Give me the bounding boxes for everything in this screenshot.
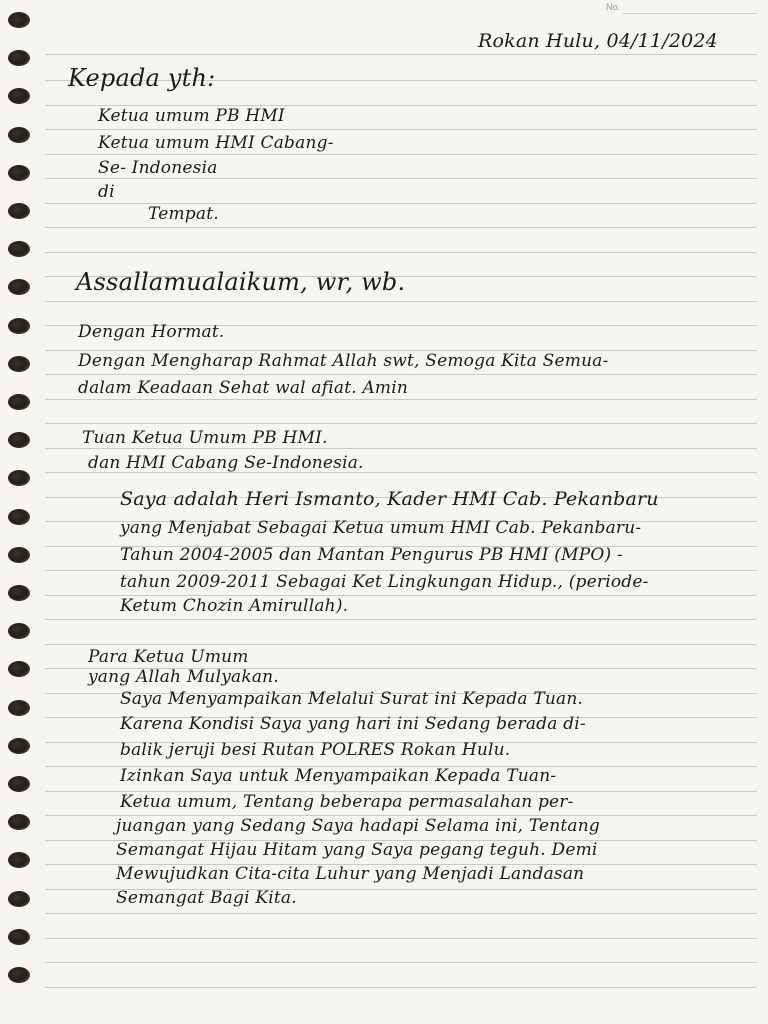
place-date: Rokan Hulu, 04/11/2024	[478, 30, 718, 52]
binding-hole	[8, 929, 30, 945]
address-line: Tuan Ketua Umum PB HMI.	[82, 428, 328, 448]
ruled-line	[45, 448, 757, 449]
binding-hole	[8, 88, 30, 104]
ruled-line	[45, 938, 757, 939]
binding-hole	[8, 356, 30, 372]
ruled-line	[45, 987, 757, 988]
body-line: Mewujudkan Cita-cita Luhur yang Menjadi Landasan	[116, 864, 585, 884]
body-line: Semangat Hijau Hitam yang Saya pegang teguh. Demi	[116, 840, 598, 860]
recipient-line: di	[98, 182, 115, 202]
ruled-line	[45, 54, 757, 55]
ruled-line	[45, 644, 757, 645]
body-line: yang Allah Mulyakan.	[88, 667, 279, 687]
ruled-line	[45, 913, 757, 914]
binding-hole	[8, 432, 30, 448]
intro-line: tahun 2009-2011 Sebagai Ket Lingkungan Hidup., (periode-	[120, 572, 649, 592]
binding-hole	[8, 661, 30, 677]
binding-hole	[8, 700, 30, 716]
ruled-line	[45, 423, 757, 424]
ruled-line	[45, 399, 757, 400]
opening-line: Dengan Hormat.	[78, 322, 225, 342]
binding-hole	[8, 12, 30, 28]
ruled-line	[45, 570, 757, 571]
ruled-line	[45, 178, 757, 179]
intro-line: yang Menjabat Sebagai Ketua umum HMI Cab. Pekanbaru-	[120, 518, 642, 538]
salam: Assallamualaikum, wr, wb.	[76, 268, 406, 296]
body-line: Karena Kondisi Saya yang hari ini Sedang berada di-	[120, 714, 586, 734]
binding-hole	[8, 241, 30, 257]
binding-hole	[8, 509, 30, 525]
binding-hole	[8, 852, 30, 868]
binding-hole	[8, 891, 30, 907]
binding-hole	[8, 279, 30, 295]
body-line: Ketua umum, Tentang beberapa permasalahan per-	[120, 792, 574, 812]
body-line: Izinkan Saya untuk Menyampaikan Kepada Tuan-	[120, 766, 557, 786]
binding-hole	[8, 585, 30, 601]
binding-hole	[8, 127, 30, 143]
address-line: dan HMI Cabang Se-Indonesia.	[88, 453, 364, 473]
ruled-line	[45, 374, 757, 375]
binding-hole	[8, 776, 30, 792]
ruled-line	[45, 252, 757, 253]
greeting: Kepada yth:	[68, 64, 216, 92]
body-line: Semangat Bagi Kita.	[116, 888, 297, 908]
ruled-line	[45, 619, 757, 620]
recipient-line: Se- Indonesia	[98, 158, 218, 178]
binding-hole	[8, 50, 30, 66]
body-line: balik jeruji besi Rutan POLRES Rokan Hulu.	[120, 740, 511, 760]
binding-hole	[8, 547, 30, 563]
binding-hole	[8, 967, 30, 983]
number-label: No.	[606, 2, 621, 12]
ruled-line	[45, 129, 757, 130]
binding-hole	[8, 470, 30, 486]
ruled-line	[45, 962, 757, 963]
body-line: juangan yang Sedang Saya hadapi Selama ini, Tentang	[116, 816, 600, 836]
recipient-line: Tempat.	[148, 204, 219, 224]
body-line: Para Ketua Umum	[88, 647, 249, 667]
intro-line: Tahun 2004-2005 dan Mantan Pengurus PB HMI (MPO) -	[120, 545, 623, 565]
body-line: Saya Menyampaikan Melalui Surat ini Kepada Tuan.	[120, 689, 584, 709]
recipient-line: Ketua umum HMI Cabang-	[98, 133, 334, 153]
binding-hole	[8, 814, 30, 830]
binding-hole	[8, 394, 30, 410]
intro-line: Saya adalah Heri Ismanto, Kader HMI Cab. Pekanbaru	[120, 488, 659, 510]
opening-line: Dengan Mengharap Rahmat Allah swt, Semoga Kita Semua-	[78, 351, 609, 371]
binding-hole	[8, 738, 30, 754]
binding-hole	[8, 165, 30, 181]
ruled-line	[45, 301, 757, 302]
binding-hole	[8, 318, 30, 334]
ruled-line	[45, 227, 757, 228]
opening-line: dalam Keadaan Sehat wal afiat. Amin	[78, 378, 409, 398]
binding-hole	[8, 623, 30, 639]
binding-hole	[8, 203, 30, 219]
number-line	[622, 13, 757, 14]
ruled-line	[45, 154, 757, 155]
intro-line: Ketum Chozin Amirullah).	[120, 596, 349, 616]
recipient-line: Ketua umum PB HMI	[98, 106, 285, 126]
